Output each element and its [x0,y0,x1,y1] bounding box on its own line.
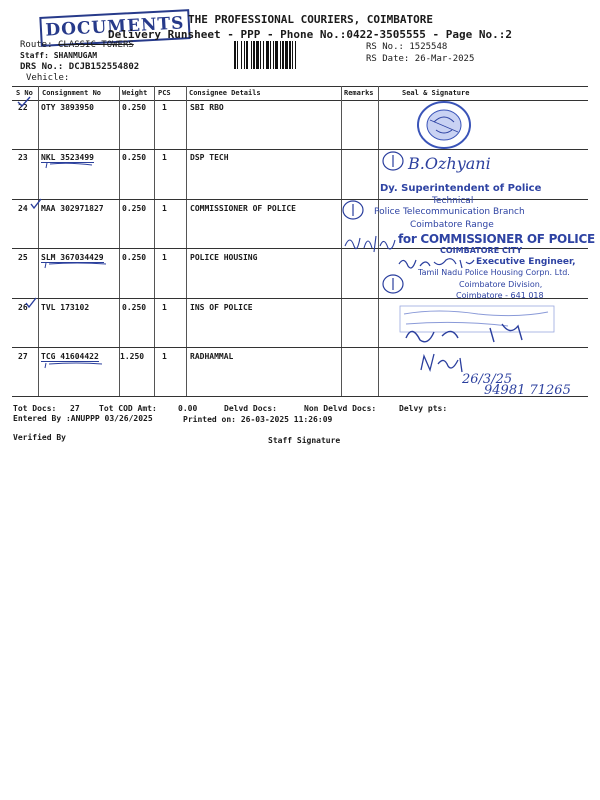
tot-cod-value: 0.00 [178,404,198,413]
row-weight: 0.250 [122,303,147,312]
row-consignee: SBI RBO [190,103,224,112]
circled-one-icon [380,272,406,296]
printed-label: Printed on: [183,415,236,424]
tot-docs-label: Tot Docs: [13,404,57,413]
underline-stroke-icon [42,360,104,370]
row-pcs: 1 [162,103,167,112]
staff-label: Staff: [20,51,49,60]
housing-line3: Coimbatore Division, [459,280,543,289]
col-header-seal: Seal & Signature [402,89,470,97]
col-divider [119,86,120,396]
row-consignment: SLM 367034429 [41,253,104,262]
col-header-weight: Weight [122,89,148,97]
rs-date-value: 26-Mar-2025 [414,54,475,64]
runsheet-title: Delivery Runsheet - PPP - Phone No.:0422-3505555 - Page No.:2 [108,28,512,41]
barcode-bar [234,41,236,69]
row-sno: 24 [18,204,28,213]
barcode-bar [266,41,269,69]
tick-mark-icon [30,198,42,210]
underline-stroke-icon [42,260,108,270]
col-header-consignee: Consignee Details [189,89,261,97]
dsp-line-technical: Technical [432,196,474,206]
route-value: CLASSIC TOWERS [57,40,134,50]
row-pcs: 1 [162,153,167,162]
row-consignee: COMMISSIONER OF POLICE [190,204,296,213]
row-consignment: TCG 41604422 [41,352,99,361]
row-sno: 26 [18,303,28,312]
row-consignee: POLICE HOUSING [190,253,258,262]
route-label: Route: [20,40,53,50]
drs-label: DRS No.: [20,62,64,72]
row-weight: 0.250 [122,153,147,162]
col-header-remarks: Remarks [344,89,374,97]
row-pcs: 1 [162,253,167,262]
barcode-bar [246,41,248,69]
vehicle-label: Vehicle: [26,73,70,83]
col-divider [186,86,187,396]
row-consignment: MAA 302971827 [41,204,104,213]
barcode-bar [273,41,274,69]
barcode-bar [289,41,291,69]
row-weight: 1.250 [120,352,145,361]
barcode-bar [256,41,259,69]
housing-line2: Tamil Nadu Police Housing Corpn. Ltd. [418,268,570,277]
col-divider [154,86,155,396]
verified-by-label: Verified By [13,433,66,442]
printed-on-line [183,415,332,424]
barcode-bar [292,41,293,69]
row-consignment: TVL 173102 [41,303,90,312]
radhammal-date: 26/3/25 [462,372,513,387]
row-sno: 23 [18,153,28,162]
documents-stamp: DOCUMENTS [39,9,190,47]
circled-one-icon [340,198,366,222]
row-sno: 22 [18,103,28,112]
entered-by-line [13,414,153,423]
radhammal-phone: 94981 71265 [484,383,571,398]
barcode-bar [253,41,255,69]
barcode-bar [241,41,242,69]
housing-line4: Coimbatore - 641 018 [456,291,544,300]
row-pcs: 1 [162,303,167,312]
row-consignee: RADHAMMAL [190,352,234,361]
cp-seal-line1: for COMMISSIONER OF POLICE [398,232,595,246]
tick-mark-icon [17,96,31,108]
company-name: THE PROFESSIONAL COURIERS, COIMBATORE [188,13,434,26]
delvy-pts-label: Delvy pts: [399,404,448,413]
row-pcs: 1 [162,352,167,361]
drs-value: DCJB152554802 [68,62,140,72]
staff-line [20,51,97,60]
staff-value: SHANMUGAM [53,51,98,60]
rs-date-line [366,54,474,64]
row-sno: 27 [18,352,28,361]
row-consignment: NKL 3523499 [41,153,94,162]
row-weight: 0.250 [122,103,147,112]
row-weight: 0.250 [122,253,147,262]
row-consignment: OTY 3893950 [41,103,94,112]
col-divider [38,86,39,396]
drs-line [20,62,139,72]
handwritten-signature-icon [418,350,466,376]
table-header-rule [12,100,588,101]
faint-inspector-stamp-icon [398,302,558,346]
tot-docs-value: 27 [70,404,80,413]
circled-one-icon [378,149,408,173]
entered-by-label: Entered By : [13,414,71,423]
round-seal-icon [416,100,472,150]
route-line [20,40,134,50]
barcode-bar [244,41,245,69]
row-consignee: INS OF POLICE [190,303,253,312]
row-consignee: DSP TECH [190,153,229,162]
row-divider [12,149,588,150]
dsp-line-range: Coimbatore Range [410,220,494,230]
col-header-sno: S No [16,89,33,97]
col-header-pcs: PCS [158,89,171,97]
printed-value: 26-03-2025 11:26:09 [240,415,333,424]
table-top-rule [12,86,588,87]
barcode-bar [263,41,264,69]
barcode-bar [270,41,271,69]
underline-stroke-icon [44,160,94,170]
dsp-line-branch: Police Telecommunication Branch [374,207,525,217]
handwritten-date-icon [342,226,398,256]
tick-mark-icon [25,297,37,309]
entered-by-value: ANUPPP 03/26/2025 [70,414,153,423]
rs-no-line [366,42,447,52]
tot-cod-label: Tot COD Amt: [99,404,157,413]
row-pcs: 1 [162,204,167,213]
barcode-bar [251,41,252,69]
col-header-consignment: Consignment No [42,89,102,97]
rs-date-label: RS Date: [366,54,410,64]
dsp-signature: B.Ozhyani [408,154,491,173]
row-sno: 25 [18,253,28,262]
rs-no-label: RS No.: [366,42,404,52]
row-divider [12,199,588,200]
barcode-bar [260,41,261,69]
barcode-icon [234,41,354,69]
barcode-bar [282,41,284,69]
staff-signature-label: Staff Signature [268,436,341,445]
row-weight: 0.250 [122,204,147,213]
non-delvd-docs-label: Non Delvd Docs: [304,404,377,413]
rs-no-value: 1525548 [409,42,448,52]
row-divider [12,347,588,348]
barcode-bar [275,41,278,69]
barcode-bar [285,41,288,69]
totals-line [13,404,80,413]
dsp-title: Dy. Superintendent of Police [380,183,542,194]
cp-seal-line2: COIMBATORE CITY [440,246,523,255]
housing-line1: Executive Engineer, [476,257,576,267]
barcode-bar [295,41,296,69]
barcode-bar [280,41,281,69]
barcode-bar [237,41,238,69]
delvd-docs-label: Delvd Docs: [224,404,277,413]
